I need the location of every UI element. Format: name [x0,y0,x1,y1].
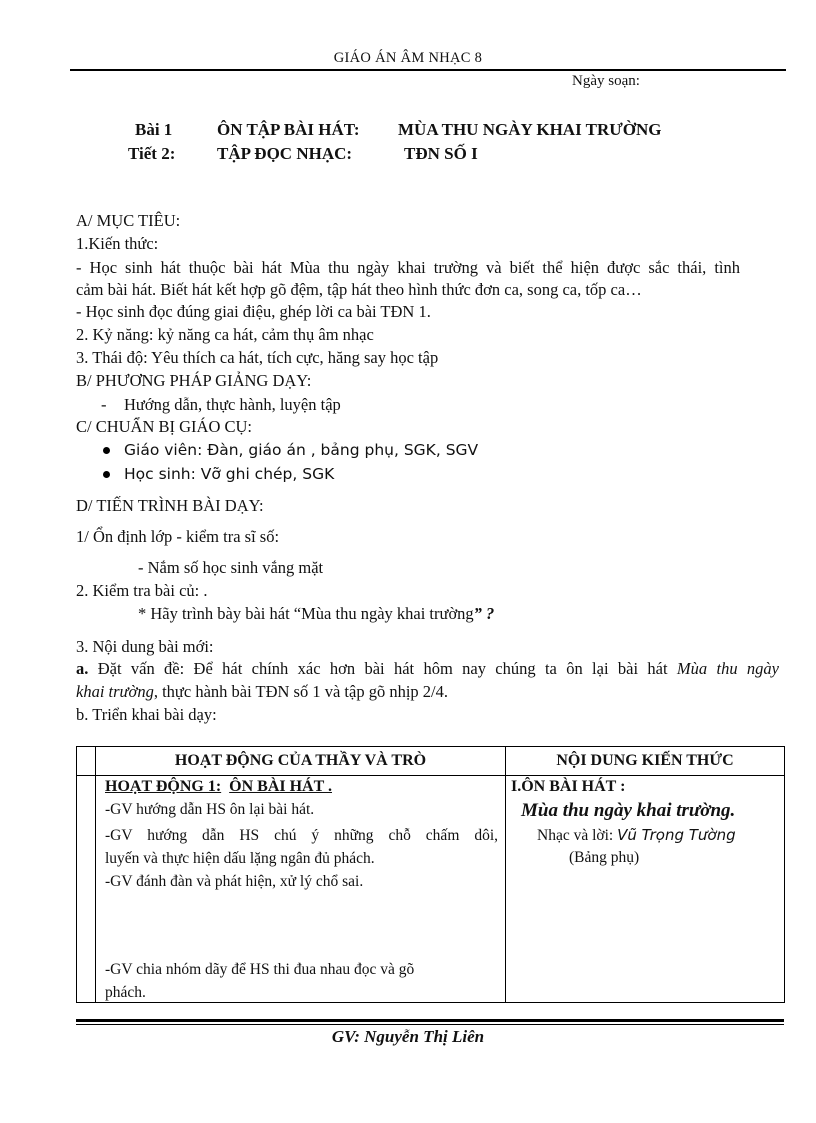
step-3b: b. Triển khai bài dạy: [76,705,217,724]
lesson-number: Bài 1 [135,120,173,139]
content-song-title: Mùa thu ngày khai trường. [521,800,736,821]
lesson-plan-table [76,746,785,1003]
footer-rule [76,1024,784,1025]
activity-line: -GV hướng dẫn HS ôn lại bài hát. [105,801,315,818]
col-content-header: NỘI DUNG KIẾN THỨC [506,747,785,776]
teacher-tools-item: Giáo viên: Đàn, giáo án , bảng phụ, SGK, SGV [124,441,479,459]
period-topic: TẬP ĐỌC NHẠC: [217,144,353,163]
step-2-question-end: ” ? [473,604,495,623]
activity-line: phách. [105,984,146,1001]
step-1: 1/ Ổn định lớp - kiểm tra sĩ số: [76,527,280,546]
table-margin-cell [77,747,96,776]
method-item: Hướng dẫn, thực hành, luyện tập [124,395,341,414]
section-a-heading: A/ MỤC TIÊU: [76,211,181,230]
intro-label: Đặt vấn đề: [88,659,185,678]
knowledge-line-1: - Học sinh hát thuộc bài hát Mùa thu ngày khai trường và biết thể hiện được sắc thái, tình [76,258,740,277]
lesson-song: MÙA THU NGÀY KHAI TRƯỜNG [398,120,662,139]
period-label: Tiết 2: [128,144,176,163]
period-item: TĐN SỐ I [404,144,478,163]
activities-cell [96,776,506,1003]
activity-name: ÔN BÀI HÁT . [229,778,332,795]
intro-line-2 [76,681,448,703]
knowledge-line-3: - Học sinh đọc đúng giai điệu, ghép lời ca bài TĐN 1. [76,302,431,321]
teacher-name: GV: Nguyễn Thị Liên [331,1027,485,1046]
col-activities-header: HOẠT ĐỘNG CỦA THẦY VÀ TRÒ [96,747,506,776]
section-c-heading: C/ CHUẨN BỊ GIÁO CỤ: [76,417,253,436]
step-1-item: - Nắm số học sinh vắng mặt [138,558,324,577]
knowledge-heading: 1.Kiến thức: [76,234,159,253]
intro-a-label: a. [76,659,89,678]
activity-title: HOẠT ĐỘNG 1: [105,778,222,795]
skill-line: 2. Kỷ năng: kỷ năng ca hát, cảm thụ âm nhạc [76,325,374,344]
board-note: (Bảng phụ) [569,849,640,866]
section-d-heading: D/ TIẾN TRÌNH BÀI DẠY: [76,496,264,515]
content-cell [506,776,785,1003]
table-margin-cell [77,776,96,1003]
activity-line: -GV chia nhóm dãy để HS thi đua nhau đọc và gõ [105,961,415,978]
dash-marker: - [101,395,107,414]
footer-rule [76,1019,784,1022]
section-b-heading: B/ PHƯƠNG PHÁP GIẢNG DẠY: [76,371,312,390]
knowledge-line-2: cảm bài hát. Biết hát kết hợp gõ đệm, tập hát theo hình thức đơn ca, song ca, tốp ca… [76,280,642,299]
author-name: Vũ Trọng Tường [617,826,736,844]
intro-line-1 [76,658,779,680]
attitude-line: 3. Thái độ: Yêu thích ca hát, tích cực, hăng say học tập [76,348,439,367]
step-2: 2. Kiểm tra bài củ: . [76,581,208,600]
intro-song-cont: khai trường [76,682,154,701]
step-2-question: * Hãy trình bày bài hát “Mùa thu ngày khai trường [138,604,474,623]
step-3: 3. Nội dung bài mới: [76,637,214,656]
lesson-topic: ÔN TẬP BÀI HÁT: [217,120,360,139]
intro-text: Để hát chính xác hơn bài hát hôm nay chúng ta ôn lại bài hát [184,659,677,678]
table-header-row [77,747,785,776]
table-row [77,776,785,1003]
intro-song: Mùa thu ngày [676,659,779,678]
header-rule [70,69,786,71]
bullet-icon [103,471,110,478]
activity-line: luyến và thực hiện dấu lặng ngân đủ phách. [105,850,375,867]
date-label: Ngày soạn: [572,73,640,89]
intro-text-cont: , thực hành bài TĐN số 1 và tập gõ nhịp 2/4. [153,682,448,701]
student-tools-item: Học sinh: Vỡ ghi chép, SGK [124,465,335,483]
document-header-title: GIÁO ÁN ÂM NHẠC 8 [333,50,483,66]
step-2-item [138,603,494,625]
content-heading: I.ÔN BÀI HÁT : [511,778,626,795]
author-label: Nhạc và lời: [537,827,614,844]
bullet-icon [103,447,110,454]
activity-line: -GV đánh đàn và phát hiện, xử lý chổ sai. [105,873,364,890]
activity-line: -GV hướng dẫn HS chú ý những chỗ chấm dôi, [105,827,498,844]
